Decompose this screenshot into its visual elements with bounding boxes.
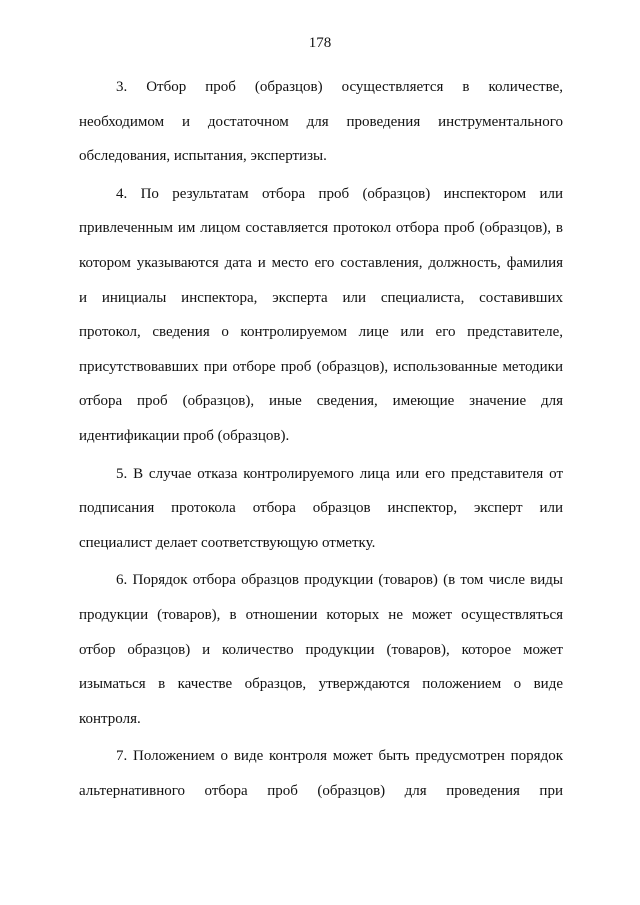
text-line: контроля. <box>79 710 141 727</box>
text-line: альтернативного отбора проб (образцов) для проведения при <box>79 782 563 799</box>
text-line: привлеченным им лицом составляется протокол отбора проб (образцов), в <box>79 220 563 237</box>
paragraph-7 <box>79 739 563 808</box>
paragraph-4 <box>79 177 563 454</box>
text-line: присутствовавших при отборе проб (образцов), использованные методики <box>79 358 563 375</box>
text-line: отбор образцов) и количество продукции (товаров), которое может <box>79 641 563 658</box>
text-line: специалист делает соответствующую отметку. <box>79 534 376 551</box>
text-line: и инициалы инспектора, эксперта или специалиста, составивших <box>79 289 563 306</box>
paragraph-6 <box>79 563 563 736</box>
paragraph-3 <box>79 70 563 174</box>
text-line: 7. Положением о виде контроля может быть предусмотрен порядок <box>116 748 563 765</box>
document-body <box>79 70 563 811</box>
text-line: обследования, испытания, экспертизы. <box>79 148 327 165</box>
text-line: протокол, сведения о контролируемом лице или его представителе, <box>79 324 563 341</box>
text-line: отбора проб (образцов), иные сведения, имеющие значение для <box>79 393 563 410</box>
text-line: 3. Отбор проб (образцов) осуществляется в количестве, <box>116 79 563 95</box>
text-line: продукции (товаров), в отношении которых не может осуществляться <box>79 606 563 623</box>
text-line: подписания протокола отбора образцов инспектор, эксперт или <box>79 500 563 517</box>
text-line: необходимом и достаточном для проведения инструментального <box>79 113 563 130</box>
text-line: идентификации проб (образцов). <box>79 427 290 444</box>
text-line: 4. По результатам отбора проб (образцов) инспектором или <box>116 185 563 202</box>
text-line: изыматься в качестве образцов, утверждаются положением о виде <box>79 676 563 693</box>
text-line: 5. В случае отказа контролируемого лица или его представителя от <box>116 465 563 482</box>
paragraph-5 <box>79 457 563 561</box>
text-line: котором указываются дата и место его составления, должность, фамилия <box>79 254 563 271</box>
text-line: 6. Порядок отбора образцов продукции (товаров) (в том числе виды <box>116 572 563 589</box>
page-number: 178 <box>308 35 332 51</box>
